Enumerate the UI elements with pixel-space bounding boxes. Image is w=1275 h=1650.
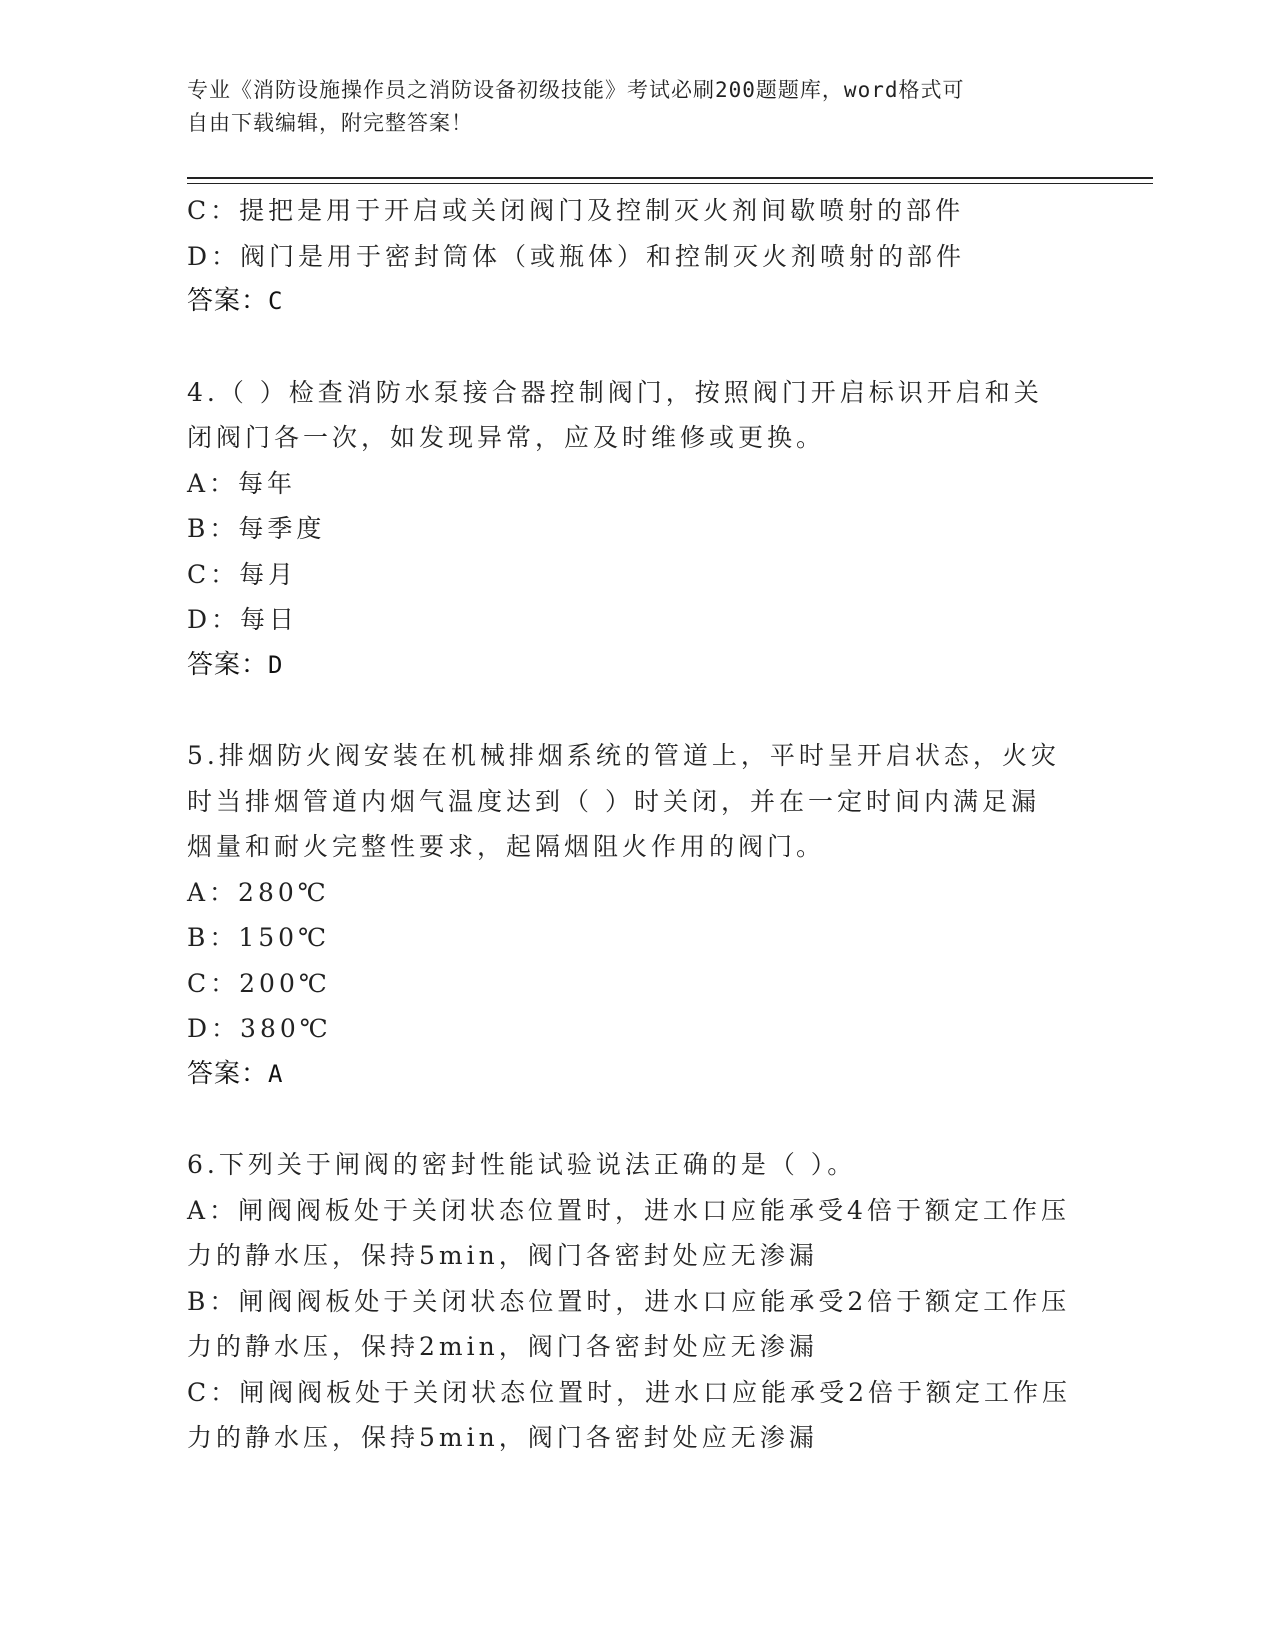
q5-answer-label: 答案： — [187, 1058, 269, 1089]
q4-option-a: A：每年 — [187, 468, 297, 498]
q4-answer — [187, 643, 1087, 689]
header-divider-thin — [187, 183, 1153, 184]
q5-option-d: D：380℃ — [187, 1014, 332, 1043]
question-6 — [187, 1142, 1087, 1461]
spacer — [187, 1097, 1087, 1142]
q6-option-c-line-1: C：闸阀阀板处于关闭状态位置时，进水口应能承受2倍于额定工作压 — [187, 1377, 1072, 1407]
q5-stem-line-1: 5.排烟防火阀安装在机械排烟系统的管道上，平时呈开启状态，火灾 — [187, 741, 1060, 770]
q4-option-c: C：每月 — [187, 559, 298, 589]
q4-answer-label: 答案： — [187, 649, 269, 680]
q3-answer — [187, 279, 1087, 325]
q6-stem: 6.下列关于闸阀的密封性能试验说法正确的是（ ）。 — [187, 1150, 857, 1179]
q5-option-a: A：280℃ — [187, 877, 330, 907]
q4-option-b: B：每季度 — [187, 514, 326, 543]
question-4 — [187, 370, 1087, 689]
q6-option-b-line-2: 力的静水压，保持2min，阀门各密封处应无渗漏 — [187, 1332, 818, 1361]
q5-option-c: C：200℃ — [187, 968, 331, 998]
q5-answer-value: A — [268, 1059, 284, 1088]
q5-stem-line-2: 时当排烟管道内烟气温度达到（ ）时关闭，并在一定时间内满足漏 — [187, 786, 1040, 816]
spacer — [187, 688, 1087, 733]
q5-stem-line-3: 烟量和耐火完整性要求，起隔烟阻火作用的阀门。 — [187, 832, 826, 861]
q3-option-c: C：提把是用于开启或关闭阀门及控制灭火剂间歇喷射的部件 — [187, 196, 965, 225]
q4-stem-line-1: 4.（ ）检查消防水泵接合器控制阀门，按照阀门开启标识开启和关 — [187, 377, 1043, 407]
header-divider-thick — [187, 177, 1153, 179]
document-header — [187, 74, 1087, 140]
header-line-2: 自由下载编辑，附完整答案！ — [187, 111, 473, 135]
q6-option-b-line-1: B：闸阀阀板处于关闭状态位置时，进水口应能承受2倍于额定工作压 — [187, 1286, 1071, 1316]
q4-answer-value: D — [268, 650, 284, 679]
document-body — [187, 188, 1087, 1461]
spacer — [187, 325, 1087, 370]
q3-answer-label: 答案： — [187, 286, 269, 316]
question-3-tail — [187, 188, 1087, 325]
q6-option-a-line-1: A：闸阀阀板处于关闭状态位置时，进水口应能承受4倍于额定工作压 — [187, 1195, 1070, 1225]
header-line-1: 专业《消防设施操作员之消防设备初级技能》考试必刷200题题库，word格式可 — [187, 78, 965, 102]
q3-answer-value: C — [268, 287, 284, 315]
q6-option-c-line-2: 力的静水压，保持5min，阀门各密封处应无渗漏 — [187, 1423, 818, 1452]
question-5 — [187, 733, 1087, 1097]
q4-stem-line-2: 闭阀门各一次，如发现异常，应及时维修或更换。 — [187, 423, 826, 452]
q5-option-b: B：150℃ — [187, 923, 331, 952]
q4-option-d: D：每日 — [187, 605, 299, 634]
q3-option-d: D：阀门是用于密封筒体（或瓶体）和控制灭火剂喷射的部件 — [187, 241, 966, 271]
q5-answer — [187, 1052, 1087, 1098]
q6-option-a-line-2: 力的静水压，保持5min，阀门各密封处应无渗漏 — [187, 1241, 818, 1270]
